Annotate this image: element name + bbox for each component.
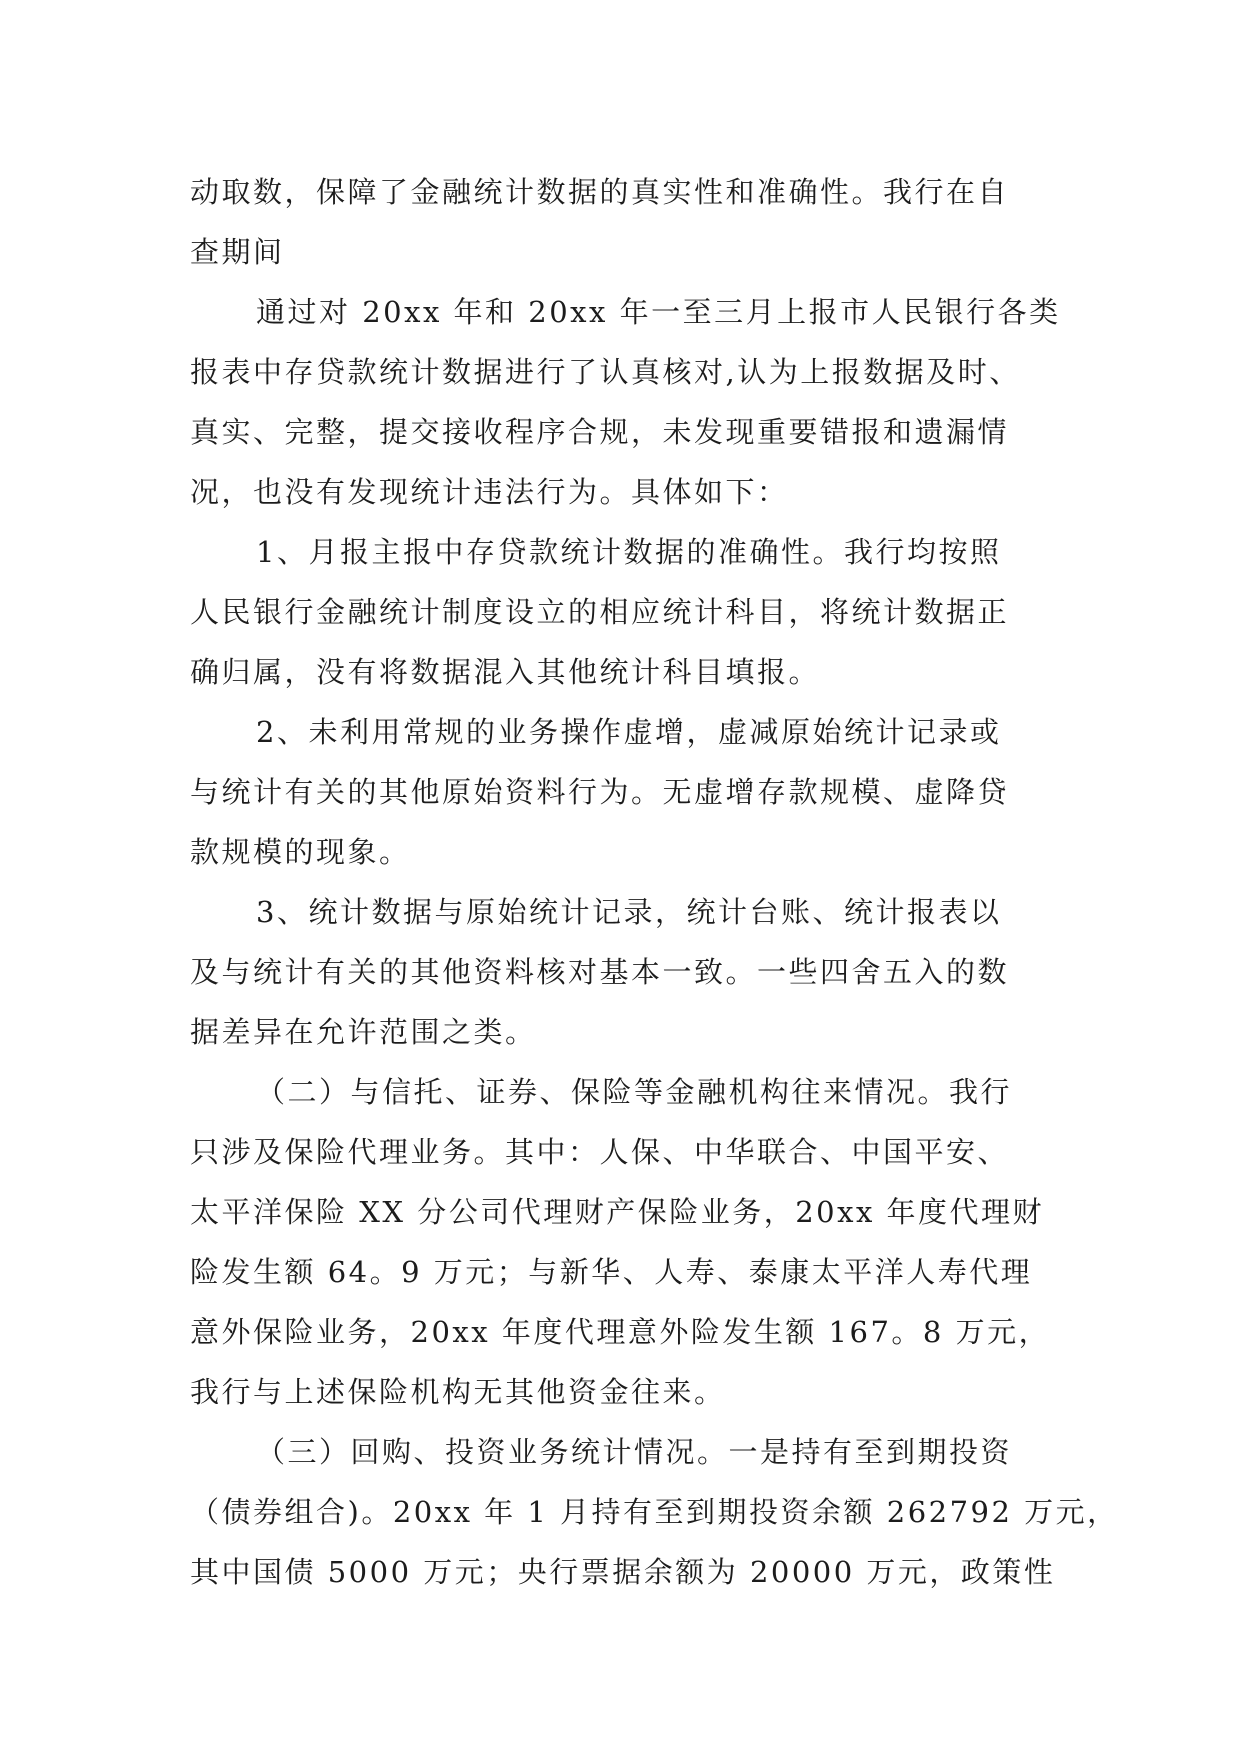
text-line: 通过对 20xx 年和 20xx 年一至三月上报市人民银行各类 xyxy=(256,295,1061,329)
paragraph xyxy=(190,162,1054,282)
paragraph xyxy=(190,702,1054,882)
text-line: 人民银行金融统计制度设立的相应统计科目，将统计数据正 xyxy=(190,595,1010,629)
text-line: 意外保险业务，20xx 年度代理意外险发生额 167。8 万元， xyxy=(190,1315,1051,1349)
paragraph xyxy=(190,282,1061,522)
text-line: 2、未利用常规的业务操作虚增，虚减原始统计记录或 xyxy=(256,715,1002,749)
text-line: 真实、完整，提交接收程序合规，未发现重要错报和遗漏情 xyxy=(190,415,1010,449)
text-line: （二）与信托、证券、保险等金融机构往来情况。我行 xyxy=(256,1075,1013,1109)
text-line: 其中国债 5000 万元；央行票据余额为 20000 万元，政策性 xyxy=(190,1555,1056,1589)
text-line: 报表中存贷款统计数据进行了认真核对,认为上报数据及时、 xyxy=(190,355,1021,389)
paragraph xyxy=(190,882,1054,1062)
text-line: 查期间 xyxy=(190,235,285,269)
text-line: 据差异在允许范围之类。 xyxy=(190,1015,537,1049)
paragraph xyxy=(190,1062,1054,1422)
paragraph xyxy=(190,522,1054,702)
document-body xyxy=(190,162,1119,1602)
text-line: 款规模的现象。 xyxy=(190,835,411,869)
text-line: 与统计有关的其他原始资料行为。无虚增存款规模、虚降贷 xyxy=(190,775,1010,809)
text-line: 太平洋保险 XX 分公司代理财产保险业务，20xx 年度代理财 xyxy=(190,1195,1045,1229)
text-line: 1、月报主报中存贷款统计数据的准确性。我行均按照 xyxy=(256,535,1002,569)
text-line: 及与统计有关的其他资料核对基本一致。一些四舍五入的数 xyxy=(190,955,1010,989)
paragraph xyxy=(190,1422,1119,1602)
text-line: 只涉及保险代理业务。其中：人保、中华联合、中国平安、 xyxy=(190,1135,1010,1169)
text-line: 我行与上述保险机构无其他资金往来。 xyxy=(190,1375,726,1409)
text-line: 况，也没有发现统计违法行为。具体如下： xyxy=(190,475,789,509)
text-line: （三）回购、投资业务统计情况。一是持有至到期投资 xyxy=(256,1435,1013,1469)
text-line: 3、统计数据与原始统计记录，统计台账、统计报表以 xyxy=(256,895,1002,929)
text-line: （债券组合)。20xx 年 1 月持有至到期投资余额 262792 万元， xyxy=(190,1495,1119,1529)
text-line: 动取数，保障了金融统计数据的真实性和准确性。我行在自 xyxy=(190,175,1010,209)
text-line: 险发生额 64。9 万元；与新华、人寿、泰康太平洋人寿代理 xyxy=(190,1255,1033,1289)
text-line: 确归属，没有将数据混入其他统计科目填报。 xyxy=(190,655,821,689)
